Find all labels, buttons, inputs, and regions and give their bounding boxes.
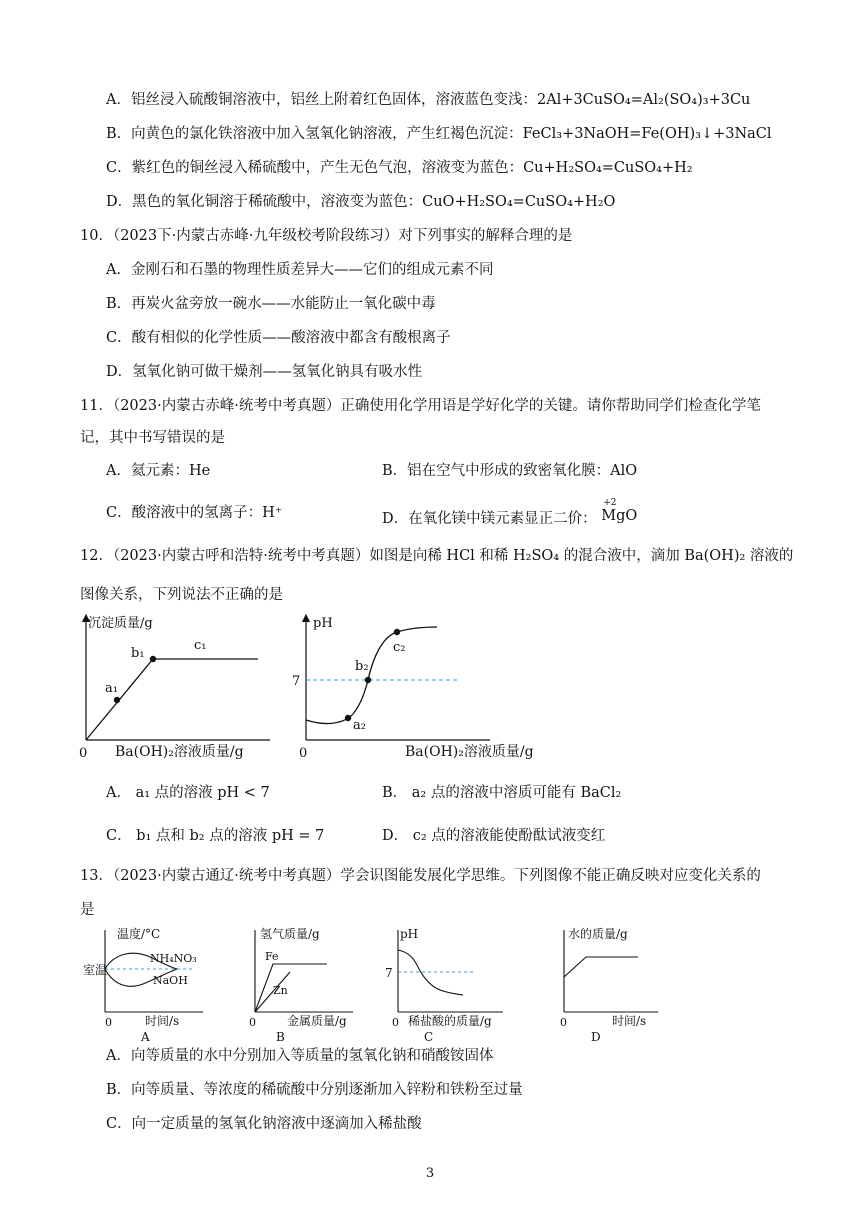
q12-stem-line2: 图像关系，下列说法不正确的是: [80, 587, 283, 603]
q12-option-c: C． b₁ 点和 b₂ 点的溶液 pH = 7: [106, 828, 325, 844]
q13-caption-b: B: [276, 1030, 285, 1044]
ref: 7: [385, 966, 393, 980]
xlabel: 金属质量/g: [287, 1014, 347, 1028]
origin: 0: [79, 746, 88, 761]
q13-stem-line2: 是: [80, 902, 95, 918]
q12-graph-precipitate: [75, 612, 275, 762]
line-fe: [255, 964, 327, 1012]
label-b2: b₂: [355, 659, 369, 674]
curve: [564, 957, 638, 977]
q12-graph2-xlabel: Ba(OH)₂溶液质量/g: [405, 744, 534, 760]
q12-graph1-xlabel: Ba(OH)₂溶液质量/g: [115, 744, 244, 760]
q10-option-a: A．金刚石和石墨的物理性质差异大——它们的组成元素不同: [106, 262, 494, 278]
label-b1: b₁: [131, 646, 145, 661]
xlabel: 时间/s: [612, 1014, 647, 1028]
q11-option-a: A．氦元素：He: [106, 463, 211, 479]
q12-option-a: A． a₁ 点的溶液 pH < 7: [106, 785, 270, 801]
q12-stem-line1: 12．（2023·内蒙古呼和浩特·统考中考真题）如图是向稀 HCl 和稀 H₂SO₄ 的混合液中，滴加 Ba(OH)₂ 溶液的: [80, 548, 794, 564]
q13-caption-a: A: [141, 1030, 150, 1044]
q13-graph-c: [378, 922, 528, 1032]
q10-option-d: D．氢氧化钠可做干燥剂——氢氧化钠具有吸水性: [106, 364, 423, 380]
option-prev-c: C．紫红色的铜丝浸入稀硫酸中，产生无色气泡，溶液变为蓝色：Cu+H₂SO₄=CuSO₄+H₂: [106, 160, 693, 176]
label-a2: a₂: [353, 718, 366, 733]
q13-option-a: A．向等质量的水中分别加入等质量的氢氧化钠和硝酸铵固体: [106, 1048, 494, 1064]
q12-option-d: D． c₂ 点的溶液能使酚酞试液变红: [382, 828, 606, 844]
curve: [86, 659, 258, 740]
point-c2: [394, 629, 400, 635]
origin: 0: [560, 1016, 567, 1029]
top-label: NH₄NO₃: [150, 952, 197, 965]
q11-option-c: C．酸溶液中的氢离子：H⁺: [106, 505, 283, 521]
label-c1: c₁: [194, 638, 207, 653]
label-c2: c₂: [393, 640, 406, 655]
q10-option-c: C．酸有相似的化学性质——酸溶液中都含有酸根离子: [106, 330, 451, 346]
mgo-valence-sup: +2: [603, 498, 617, 508]
point-a1: [114, 697, 120, 703]
xlabel: 时间/s: [145, 1014, 180, 1028]
q13-graph-d: [548, 922, 688, 1032]
q12-graph-ph: [292, 612, 495, 762]
option-prev-d: D．黑色的氧化铜溶于稀硫酸中，溶液变为蓝色：CuO+H₂SO₄=CuSO₄+H₂O: [106, 194, 616, 210]
q11-option-d-text: D．在氧化镁中镁元素显正二价：: [382, 511, 597, 527]
option-prev-a: A．铝丝浸入硫酸铜溶液中，铝丝上附着红色固体，溶液蓝色变浅：2Al+3CuSO₄=Al₂(SO₄)₃+3Cu: [106, 92, 751, 108]
q11-option-d: [382, 498, 638, 529]
ref-7: 7: [292, 674, 301, 689]
zn-label: Zn: [273, 984, 288, 997]
q13-stem-line1: 13．（2023·内蒙古通辽·统考中考真题）学会识图能发展化学思维。下列图像不能正确反映对应变化关系的: [80, 868, 761, 884]
q13-caption-c: C: [424, 1030, 434, 1044]
curve: [306, 627, 437, 724]
q13-graph-a: [85, 922, 225, 1032]
option-prev-b: B．向黄色的氯化铁溶液中加入氢氧化钠溶液，产生红褐色沉淀：FeCl₃+3NaOH=Fe(OH)₃↓+3NaCl: [106, 126, 772, 142]
bottom-label: NaOH: [153, 974, 188, 987]
point-b2: [365, 677, 371, 683]
q11-stem-line2: 记，其中书写错误的是: [80, 430, 225, 446]
point-b1: [150, 656, 156, 662]
origin: 0: [392, 1016, 399, 1029]
fe-label: Fe: [265, 950, 279, 963]
origin: 0: [249, 1016, 256, 1029]
q11-option-b: B．铝在空气中形成的致密氧化膜：AlO: [382, 463, 638, 479]
ylabel: pH: [313, 616, 333, 631]
q13-option-c: C．向一定质量的氢氧化钠溶液中逐滴加入稀盐酸: [106, 1116, 422, 1132]
q10-option-b: B．再炭火盆旁放一碗水——水能防止一氧化碳中毒: [106, 296, 436, 312]
origin: 0: [299, 746, 308, 761]
mgo-formula: MgO: [601, 508, 638, 524]
mgo-valence: [601, 498, 638, 524]
q12-option-b: B． a₂ 点的溶液中溶质可能有 BaCl₂: [382, 785, 622, 801]
point-a2: [345, 715, 351, 721]
q10-stem: 10．（2023下·内蒙古赤峰·九年级校考阶段练习）对下列事实的解释合理的是: [80, 228, 573, 244]
page-number: 3: [425, 1166, 435, 1181]
ylabel: 水的质量/g: [568, 927, 628, 941]
q13-caption-d: D: [591, 1030, 601, 1044]
ylabel: 沉淀质量/g: [88, 616, 153, 631]
ylabel: 氢气质量/g: [260, 927, 320, 941]
q13-option-b: B．向等质量、等浓度的稀硫酸中分别逐渐加入锌粉和铁粉至过量: [106, 1082, 523, 1098]
q11-stem-line1: 11．（2023·内蒙古赤峰·统考中考真题）正确使用化学用语是学好化学的关键。请你帮助同学们检查化学笔: [80, 398, 761, 414]
ylabel: 温度/°C: [117, 927, 161, 941]
xlabel: 稀盐酸的质量/g: [408, 1014, 492, 1028]
ylabel: pH: [400, 927, 419, 941]
origin: 0: [105, 1016, 112, 1029]
q13-graph-b: [235, 922, 375, 1032]
ref: 室温: [83, 963, 108, 977]
label-a1: a₁: [105, 681, 118, 696]
